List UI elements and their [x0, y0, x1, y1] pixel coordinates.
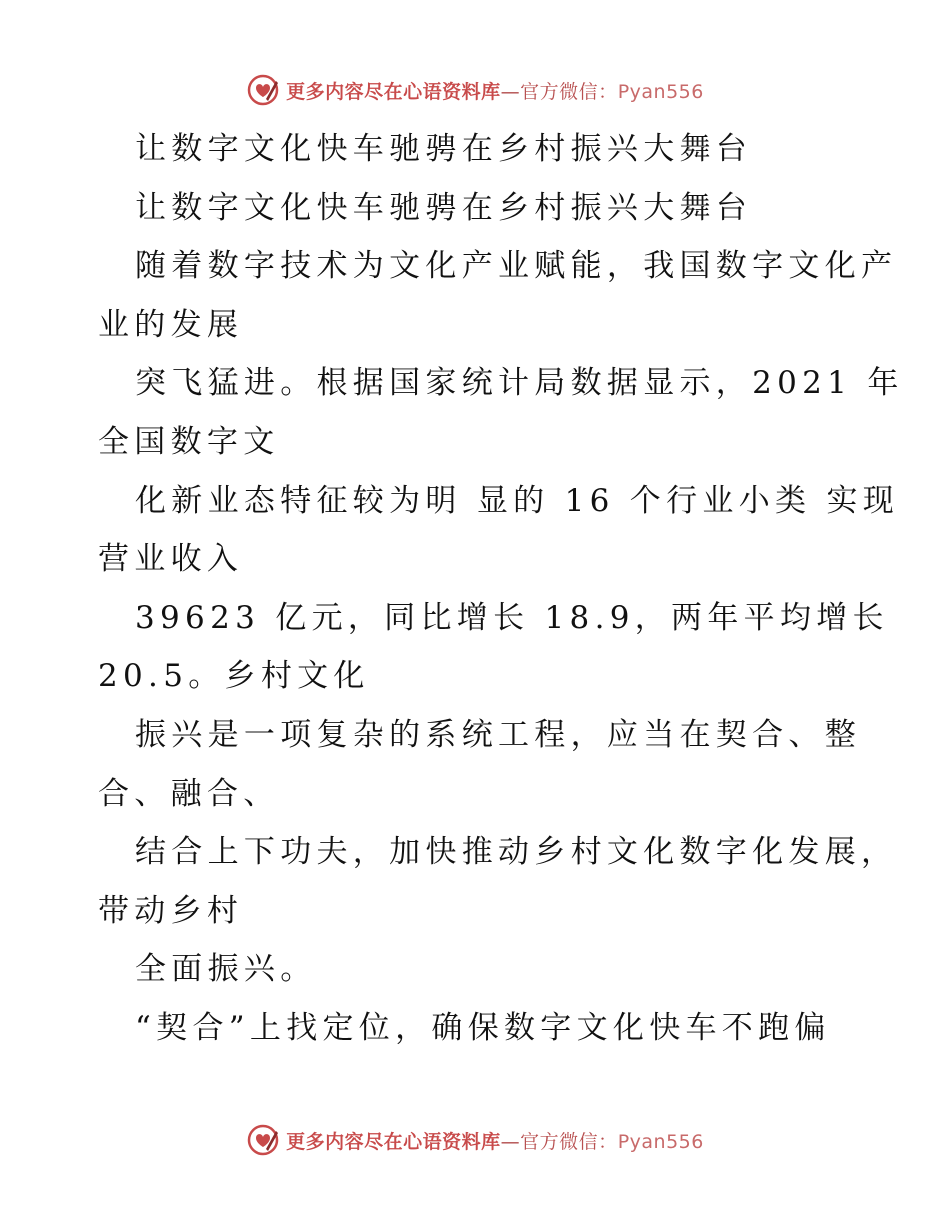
- heart-pen-logo-icon: [246, 1123, 280, 1157]
- heart-pen-logo-icon: [246, 73, 280, 107]
- watermark-wechat-id: Pyan556: [617, 1130, 704, 1153]
- watermark-wechat-label: 官方微信：: [520, 80, 618, 103]
- text-line: 合、融合、: [98, 775, 280, 812]
- watermark-separator: —: [500, 80, 521, 103]
- text-line: 结合上下功夫，加快推动乡村文化数字化发展，: [135, 834, 898, 871]
- text-line: 带动乡村: [98, 892, 244, 929]
- text-line: 随着数字技术为文化产业赋能，我国数字文化产: [135, 248, 898, 285]
- watermark-wechat-id: Pyan556: [617, 80, 704, 103]
- text-line: 全面振兴。: [135, 951, 317, 988]
- document-body: [98, 120, 904, 1058]
- text-line: 全国数字文: [98, 423, 280, 460]
- text-line: 业的发展: [98, 306, 244, 343]
- footer-watermark: [0, 1120, 950, 1160]
- watermark-site: 更多内容尽在心语资料库: [286, 1130, 501, 1153]
- watermark-text: [286, 77, 704, 104]
- text-line: 让数字文化快车驰骋在乡村振兴大舞台: [135, 131, 753, 167]
- watermark-site: 更多内容尽在心语资料库: [286, 80, 501, 103]
- watermark-separator: —: [500, 1130, 521, 1153]
- text-line: 39623 亿元，同比增长 18.9，两年平均增长: [135, 599, 889, 636]
- text-line: “契合”上找定位，确保数字文化快车不跑偏: [135, 1009, 831, 1046]
- watermark-text: [286, 1127, 704, 1154]
- text-line: 20.5。乡村文化: [98, 658, 370, 695]
- header-watermark: [0, 70, 950, 110]
- text-line: 化新业态特征较为明 显的 16 个行业小类 实现: [135, 482, 900, 519]
- watermark-wechat-label: 官方微信：: [520, 1130, 618, 1153]
- text-line: 让数字文化快车驰骋在乡村振兴大舞台: [135, 189, 753, 226]
- text-line: 突飞猛进。根据国家统计局数据显示，2021 年: [135, 365, 904, 402]
- text-line: 营业收入: [98, 541, 244, 578]
- text-line: 振兴是一项复杂的系统工程，应当在契合、整: [135, 716, 861, 753]
